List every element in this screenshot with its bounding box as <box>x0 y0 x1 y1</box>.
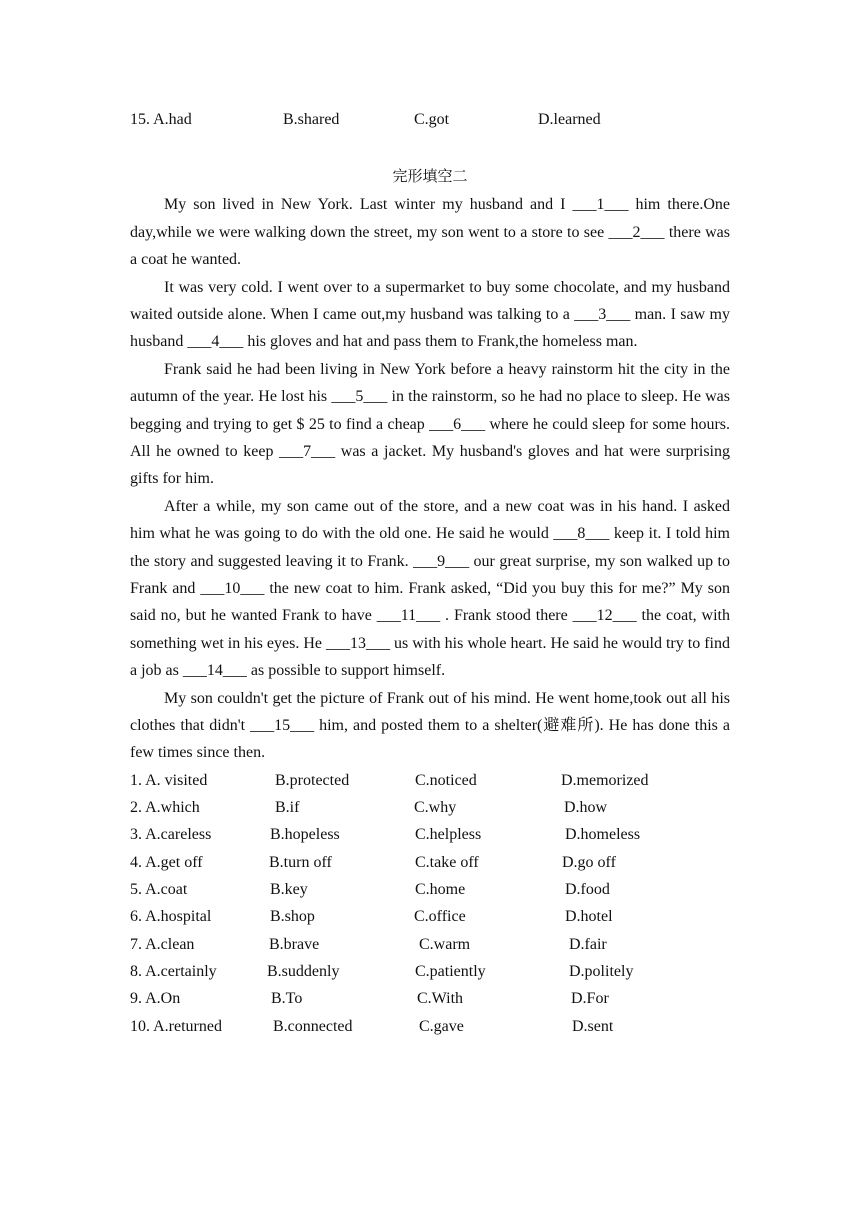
option-a-text: A.returned <box>153 1017 222 1035</box>
number-label: 4. <box>130 853 142 871</box>
paragraph-1: My son lived in New York. Last winter my husband and I ___1___ him there.One day,while we were walking down the street, my son went to a store to see ___2___ there was a coat he wanted. <box>130 196 730 269</box>
option-b: B.protected <box>275 771 350 789</box>
option-row-9 <box>130 985 730 1012</box>
option-a <box>130 876 187 903</box>
option-d: D.sent <box>572 1017 614 1035</box>
question-number <box>130 106 192 133</box>
option-c: C.patiently <box>415 962 486 980</box>
options-list <box>130 767 730 1040</box>
option-a <box>130 849 203 876</box>
number-label: 9. <box>130 990 142 1008</box>
option-a <box>130 767 207 794</box>
option-a-text: A.get off <box>145 853 203 871</box>
option-a-text: A.careless <box>145 826 212 844</box>
option-d: D.hotel <box>565 908 613 926</box>
option-d: D.For <box>571 990 609 1008</box>
document-page <box>130 106 730 1040</box>
paragraph-3: Frank said he had been living in New York before a heavy rainstorm hit the city in the autumn of the year. He lost his ___5___ in the rainstorm, so he had no place to sleep. He was begging and trying to get $ 25 to find a cheap ___6___ where he could sleep for some hours. All he owned to keep ___7___ was a jacket. My husband's gloves and hat were surprising gifts for him. <box>130 360 730 488</box>
option-c: C.got <box>414 111 450 128</box>
option-row-7 <box>130 931 730 958</box>
number-label: 3. <box>130 826 142 844</box>
option-a-text: A.coat <box>145 881 188 899</box>
paragraph-2: It was very cold. I went over to a supermarket to buy some chocolate, and my husband waited outside alone. When I came out,my husband was talking to a ___3___ man. I saw my husband ___4___ his gloves and hat and pass them to Frank,the homeless man. <box>130 278 730 351</box>
option-c: C.helpless <box>415 826 482 844</box>
option-b: B.connected <box>273 1017 353 1035</box>
option-a: A.had <box>153 111 192 128</box>
option-a <box>130 794 200 821</box>
option-b: B.hopeless <box>270 826 340 844</box>
option-c: C.home <box>415 881 466 899</box>
option-a-text: A.which <box>145 799 200 817</box>
option-a <box>130 985 180 1012</box>
option-b: B.turn off <box>269 853 332 871</box>
option-c: C.noticed <box>415 771 477 789</box>
option-b: B.if <box>275 799 300 817</box>
section-title: 完形填空二 <box>392 167 468 186</box>
option-row-1 <box>130 767 730 794</box>
paragraph-4: After a while, my son came out of the store, and a new coat was in his hand. I asked him what he was going to do with the old one. He said he would ___8___ keep it. I told him the story and suggested leaving it to Frank. ___9___ our great surprise, my son walked up to Frank and ___10___ the new coat to him. Frank asked, “Did you buy this for me?” My son said no, but he wanted Frank to have ___11___ . Frank stood there ___12___ the coat, with something wet in his eyes. He ___13___ us with his whole heart. He said he would try to find a job as ___14___ as possible to support himself. <box>130 497 730 680</box>
option-row-2 <box>130 794 730 821</box>
number-label: 5. <box>130 881 142 899</box>
option-d: D.fair <box>569 935 607 953</box>
option-b: B.To <box>271 990 303 1008</box>
option-a <box>130 958 217 985</box>
option-d: D.homeless <box>565 826 641 844</box>
option-d: D.learned <box>538 111 601 128</box>
option-row-5 <box>130 876 730 903</box>
option-d: D.memorized <box>561 771 649 789</box>
question-15-options <box>130 106 730 133</box>
number-label: 8. <box>130 962 142 980</box>
option-row-4 <box>130 849 730 876</box>
option-a <box>130 903 211 930</box>
option-b: B.key <box>270 881 308 899</box>
passage <box>130 191 730 767</box>
paragraph-5: My son couldn't get the picture of Frank out of his mind. He went home,took out all his clothes that didn't ___15___ him, and posted them to a shelter(避难所). He has done this a few times since then. <box>130 689 730 762</box>
option-a-text: A. visited <box>145 771 208 789</box>
number-label: 7. <box>130 935 142 953</box>
option-c: C.With <box>417 990 464 1008</box>
option-d: D.politely <box>569 962 634 980</box>
option-c: C.office <box>414 908 466 926</box>
option-a-text: A.certainly <box>145 962 217 980</box>
option-a-text: A.clean <box>145 935 195 953</box>
option-row-8 <box>130 958 730 985</box>
option-b: B.suddenly <box>267 962 340 980</box>
option-c: C.take off <box>415 853 479 871</box>
option-a-text: A.On <box>145 990 181 1008</box>
number-label: 2. <box>130 799 142 817</box>
option-row-6 <box>130 903 730 930</box>
option-c: C.why <box>414 799 457 817</box>
option-c: C.gave <box>419 1017 464 1035</box>
option-b: B.shop <box>270 908 315 926</box>
option-b: B.shared <box>283 111 340 128</box>
number-label: 10. <box>130 1017 150 1035</box>
number-label: 1. <box>130 771 142 789</box>
option-row-10 <box>130 1013 730 1040</box>
option-row-3 <box>130 821 730 848</box>
option-d: D.go off <box>562 853 616 871</box>
option-b: B.brave <box>269 935 320 953</box>
option-a-text: A.hospital <box>145 908 212 926</box>
option-a <box>130 1013 222 1040</box>
number-label: 15. <box>130 111 150 128</box>
number-label: 6. <box>130 908 142 926</box>
option-d: D.how <box>564 799 608 817</box>
option-a <box>130 931 194 958</box>
option-a <box>130 821 211 848</box>
option-c: C.warm <box>419 935 471 953</box>
option-d: D.food <box>565 881 610 899</box>
